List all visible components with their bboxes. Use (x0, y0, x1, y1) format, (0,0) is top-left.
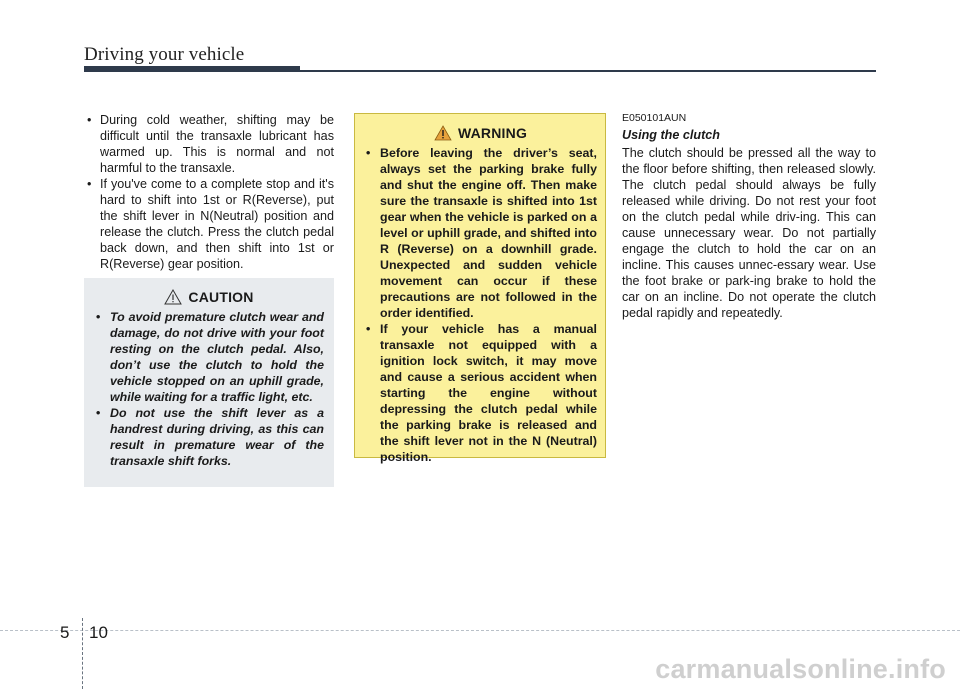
warning-list (364, 145, 597, 465)
caution-triangle-outline-icon (164, 289, 182, 305)
left-bullet-cold-weather: • During cold weather, shifting may be difficult until the transaxle lubricant has warmed up. This is normal and not harmful to the transaxle. (84, 112, 334, 176)
watermark: carmanualsonline.info (655, 654, 946, 684)
footer-rule (0, 630, 960, 631)
footer-divider (82, 618, 84, 689)
warning-heading (364, 123, 597, 143)
caution-item-clutch-wear: • To avoid premature clutch wear and damage, do not drive with your foot resting on the clutch pedal. Also, don’t use the clutch to hold the vehicle stopped on an uphill grade, while waiting for a traffic light, etc. (94, 309, 324, 405)
warning-label: WARNING (457, 125, 528, 141)
section-code: E050101AUN (622, 112, 687, 124)
left-bullet-complete-stop: • If you've come to a complete stop and it's hard to shift into 1st or R(Reverse), put the shift lever in N(Neutral) position and release the clutch. Press the clutch pedal back down, and then shift into 1st or R(Reverse) gear position. (84, 176, 334, 272)
warning-item-parking-brake: • Before leaving the driver’s seat, always set the parking brake fully and shut the engine off. Then make sure the transaxle is shifted into 1st gear when the vehicle is parked on a level or uphill grade, and shifted into R (Reverse) on a downhill grade. Unexpected and sudden vehicle movement can occur if these precautions are not followed in the order identified. (364, 145, 597, 321)
page-number: 10 (89, 623, 108, 642)
left-column (84, 112, 334, 272)
warning-box (354, 113, 606, 464)
header-bar-thin (300, 70, 876, 72)
section-subheading: Using the clutch (622, 128, 720, 142)
caution-item-shift-lever: • Do not use the shift lever as a handrest during driving, as this can result in premature wear of the transaxle shift forks. (94, 405, 324, 469)
header-bar-thick (84, 66, 300, 72)
section-body: The clutch should be pressed all the way to the floor before shifting, then released slowly. The clutch pedal should always be fully released while driving. Do not rest your foot on the clutch pedal while driv-ing. This can cause unnecessary wear. Do not partially engage the clutch to hold the car on an incline. This causes unnec-essary wear. Use the foot brake or park-ing brake to hold the car on an incline. Do not operate the clutch pedal rapidly and repeatedly. (622, 146, 876, 320)
caution-box (84, 278, 334, 487)
warning-item-ignition-lock: • If your vehicle has a manual transaxle not equipped with a ignition lock switch, it may move and cause a serious accident when starting the engine without depressing the clutch pedal while the parking brake is released and the shift lever not in the N (Neutral) position. (364, 321, 597, 465)
caution-list (94, 309, 324, 469)
page-header-title: Driving your vehicle (84, 44, 245, 65)
left-bullet-list (84, 112, 334, 272)
caution-heading (94, 287, 324, 307)
right-column (622, 111, 876, 321)
warning-triangle-filled-icon (434, 125, 452, 141)
caution-label: CAUTION (188, 289, 254, 305)
page-chapter-number: 5 (60, 623, 70, 642)
